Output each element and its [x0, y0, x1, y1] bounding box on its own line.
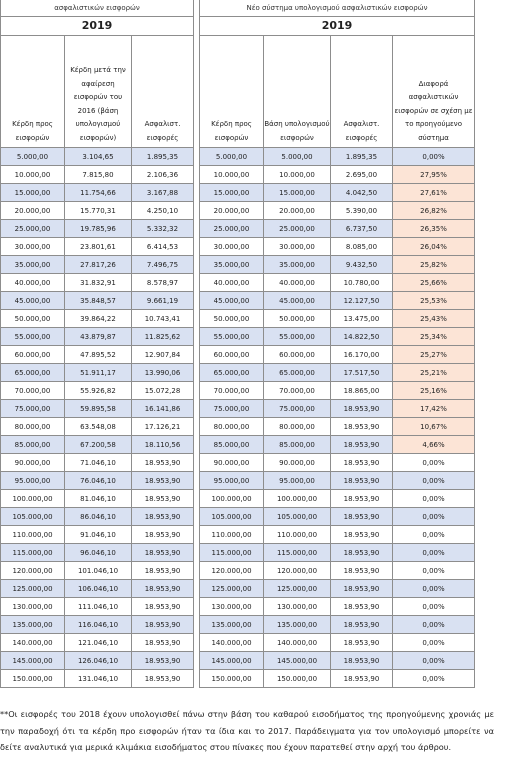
table-cell: 76.046,10	[65, 472, 132, 490]
table-cell: 5.390,00	[331, 202, 393, 220]
difference-cell: 4,66%	[393, 436, 475, 454]
difference-cell: 25,66%	[393, 274, 475, 292]
table-cell: 5.000,00	[200, 148, 264, 166]
table-cell: 63.548,08	[65, 418, 132, 436]
table-cell: 43.879,87	[65, 328, 132, 346]
table-cell: 10.780,00	[331, 274, 393, 292]
table-cell: 50.000,00	[264, 310, 331, 328]
difference-cell: 0,00%	[393, 454, 475, 472]
table-cell: 51.911,17	[65, 364, 132, 382]
table-cell: 140.000,00	[200, 634, 264, 652]
column-header: Βάση υπολογισμού εισφορών	[264, 36, 331, 148]
table-cell: 116.046,10	[65, 616, 132, 634]
table-cell: 140.000,00	[264, 634, 331, 652]
table-cell: 10.000,00	[1, 166, 65, 184]
table-cell: 18.953,90	[132, 472, 194, 490]
table-cell: 8.085,00	[331, 238, 393, 256]
table-cell: 96.046,10	[65, 544, 132, 562]
table-cell: 80.000,00	[200, 418, 264, 436]
difference-cell: 0,00%	[393, 472, 475, 490]
table-cell: 125.000,00	[1, 580, 65, 598]
table-row	[1, 148, 194, 166]
difference-cell: 25,43%	[393, 310, 475, 328]
table-row	[200, 166, 475, 184]
table-cell: 20.000,00	[200, 202, 264, 220]
table-cell: 131.046,10	[65, 670, 132, 688]
table-cell: 18.953,90	[331, 454, 393, 472]
difference-cell: 26,35%	[393, 220, 475, 238]
table-row	[1, 328, 194, 346]
table-cell: 80.000,00	[1, 418, 65, 436]
table-cell: 50.000,00	[200, 310, 264, 328]
table-cell: 115.000,00	[264, 544, 331, 562]
table-cell: 23.801,61	[65, 238, 132, 256]
difference-cell: 0,00%	[393, 616, 475, 634]
table-row	[1, 310, 194, 328]
table-cell: 106.046,10	[65, 580, 132, 598]
table-row	[200, 526, 475, 544]
right-table-year: 2019	[200, 17, 475, 36]
table-cell: 10.000,00	[200, 166, 264, 184]
table-cell: 40.000,00	[200, 274, 264, 292]
table-row	[200, 238, 475, 256]
table-cell: 2.695,00	[331, 166, 393, 184]
footnote: **Οι εισφορές του 2018 έχουν υπολογισθεί πάνω στην βάση του καθαρού εισοδήματος της προηγούμενης χρονιάς με την παραδοχή ότι τα κέρδη προ εισφορών ήταν τα ίδια και το 2017. Παράδειγματα για τον υπολογισμό μπορείτε να δείτε αναλυτικά για μερικά κλιμάκια εισοδήματος στου πίνακες που έχουν παρατεθεί στην αρχή του άρθρου.	[0, 709, 494, 752]
table-cell: 18.953,90	[331, 598, 393, 616]
table-cell: 18.953,90	[331, 490, 393, 508]
table-row	[200, 328, 475, 346]
table-cell: 3.104,65	[65, 148, 132, 166]
table-row	[1, 436, 194, 454]
table-cell: 18.953,90	[132, 652, 194, 670]
table-row	[200, 436, 475, 454]
new-system-table	[199, 0, 475, 688]
table-cell: 15.000,00	[264, 184, 331, 202]
difference-cell: 0,00%	[393, 634, 475, 652]
table-cell: 105.000,00	[1, 508, 65, 526]
table-cell: 1.895,35	[132, 148, 194, 166]
table-cell: 19.785,96	[65, 220, 132, 238]
table-cell: 18.953,90	[331, 670, 393, 688]
table-cell: 27.817,26	[65, 256, 132, 274]
table-cell: 120.000,00	[264, 562, 331, 580]
table-cell: 16.141,86	[132, 400, 194, 418]
table-cell: 39.864,22	[65, 310, 132, 328]
table-cell: 80.000,00	[264, 418, 331, 436]
table-cell: 135.000,00	[264, 616, 331, 634]
left-table-year: 2019	[1, 17, 194, 36]
table-cell: 65.000,00	[200, 364, 264, 382]
table-row	[200, 220, 475, 238]
table-cell: 59.895,58	[65, 400, 132, 418]
table-cell: 85.000,00	[200, 436, 264, 454]
table-cell: 81.046,10	[65, 490, 132, 508]
table-cell: 18.865,00	[331, 382, 393, 400]
table-cell: 31.832,91	[65, 274, 132, 292]
table-row	[1, 418, 194, 436]
table-cell: 7.496,75	[132, 256, 194, 274]
table-cell: 18.953,90	[132, 454, 194, 472]
difference-cell: 0,00%	[393, 652, 475, 670]
table-row	[1, 616, 194, 634]
table-row	[200, 670, 475, 688]
table-cell: 17.126,21	[132, 418, 194, 436]
table-cell: 150.000,00	[200, 670, 264, 688]
table-cell: 30.000,00	[200, 238, 264, 256]
table-row	[200, 580, 475, 598]
table-cell: 18.953,90	[331, 508, 393, 526]
table-cell: 6.737,50	[331, 220, 393, 238]
table-cell: 18.953,90	[331, 634, 393, 652]
table-row	[1, 472, 194, 490]
table-cell: 75.000,00	[264, 400, 331, 418]
table-cell: 130.000,00	[264, 598, 331, 616]
table-cell: 20.000,00	[1, 202, 65, 220]
table-cell: 18.953,90	[331, 436, 393, 454]
table-cell: 111.046,10	[65, 598, 132, 616]
table-row	[1, 598, 194, 616]
table-cell: 9.661,19	[132, 292, 194, 310]
table-row	[200, 292, 475, 310]
table-cell: 10.000,00	[264, 166, 331, 184]
table-row	[1, 346, 194, 364]
table-cell: 6.414,53	[132, 238, 194, 256]
table-row	[200, 454, 475, 472]
table-cell: 100.000,00	[1, 490, 65, 508]
table-row	[200, 634, 475, 652]
table-cell: 3.167,88	[132, 184, 194, 202]
table-cell: 18.953,90	[132, 580, 194, 598]
table-row	[1, 184, 194, 202]
difference-cell: 25,82%	[393, 256, 475, 274]
table-row	[200, 562, 475, 580]
table-cell: 70.000,00	[200, 382, 264, 400]
table-cell: 60.000,00	[200, 346, 264, 364]
table-row	[200, 616, 475, 634]
table-cell: 135.000,00	[200, 616, 264, 634]
table-row	[1, 562, 194, 580]
difference-cell: 25,27%	[393, 346, 475, 364]
table-cell: 95.000,00	[264, 472, 331, 490]
table-row	[1, 580, 194, 598]
table-cell: 18.953,90	[132, 670, 194, 688]
table-row	[1, 670, 194, 688]
table-cell: 18.953,90	[132, 490, 194, 508]
table-cell: 60.000,00	[1, 346, 65, 364]
difference-cell: 25,16%	[393, 382, 475, 400]
table-cell: 18.953,90	[331, 616, 393, 634]
table-cell: 71.046,10	[65, 454, 132, 472]
table-row	[1, 454, 194, 472]
table-cell: 25.000,00	[264, 220, 331, 238]
column-header: Κέρδη προς εισφορών	[1, 36, 65, 148]
table-cell: 126.046,10	[65, 652, 132, 670]
table-cell: 130.000,00	[1, 598, 65, 616]
table-cell: 115.000,00	[200, 544, 264, 562]
table-row	[200, 382, 475, 400]
table-row	[200, 400, 475, 418]
table-cell: 18.953,90	[331, 580, 393, 598]
table-cell: 13.475,00	[331, 310, 393, 328]
table-cell: 35.000,00	[200, 256, 264, 274]
table-cell: 105.000,00	[264, 508, 331, 526]
table-cell: 25.000,00	[200, 220, 264, 238]
table-cell: 145.000,00	[1, 652, 65, 670]
table-cell: 110.000,00	[1, 526, 65, 544]
table-cell: 30.000,00	[264, 238, 331, 256]
column-header: Ασφαλιστ. εισφορές	[331, 36, 393, 148]
table-cell: 40.000,00	[264, 274, 331, 292]
difference-cell: 25,34%	[393, 328, 475, 346]
table-row	[200, 472, 475, 490]
table-cell: 91.046,10	[65, 526, 132, 544]
table-cell: 135.000,00	[1, 616, 65, 634]
table-cell: 110.000,00	[264, 526, 331, 544]
table-cell: 125.000,00	[264, 580, 331, 598]
table-cell: 18.953,90	[132, 634, 194, 652]
table-cell: 75.000,00	[200, 400, 264, 418]
table-cell: 85.000,00	[1, 436, 65, 454]
table-row	[1, 292, 194, 310]
table-cell: 1.895,35	[331, 148, 393, 166]
table-cell: 9.432,50	[331, 256, 393, 274]
table-cell: 55.000,00	[200, 328, 264, 346]
table-row	[1, 508, 194, 526]
table-cell: 121.046,10	[65, 634, 132, 652]
table-cell: 5.000,00	[1, 148, 65, 166]
table-row	[200, 364, 475, 382]
table-cell: 86.046,10	[65, 508, 132, 526]
table-cell: 110.000,00	[200, 526, 264, 544]
table-cell: 14.822,50	[331, 328, 393, 346]
table-cell: 140.000,00	[1, 634, 65, 652]
table-row	[1, 400, 194, 418]
table-cell: 100.000,00	[264, 490, 331, 508]
table-row	[1, 256, 194, 274]
table-row	[1, 238, 194, 256]
table-cell: 15.000,00	[200, 184, 264, 202]
table-cell: 18.953,90	[331, 526, 393, 544]
table-row	[1, 364, 194, 382]
column-header: Ασφαλιστ. εισφορές	[132, 36, 194, 148]
table-cell: 18.953,90	[132, 616, 194, 634]
difference-cell: 10,67%	[393, 418, 475, 436]
table-row	[200, 184, 475, 202]
table-cell: 67.200,58	[65, 436, 132, 454]
table-cell: 18.953,90	[132, 598, 194, 616]
table-cell: 18.953,90	[132, 508, 194, 526]
table-row	[1, 274, 194, 292]
table-cell: 20.000,00	[264, 202, 331, 220]
table-cell: 5.000,00	[264, 148, 331, 166]
difference-cell: 0,00%	[393, 598, 475, 616]
table-cell: 70.000,00	[1, 382, 65, 400]
table-cell: 10.743,41	[132, 310, 194, 328]
table-cell: 120.000,00	[200, 562, 264, 580]
table-cell: 18.953,90	[331, 562, 393, 580]
table-cell: 4.042,50	[331, 184, 393, 202]
table-cell: 18.953,90	[331, 418, 393, 436]
table-cell: 85.000,00	[264, 436, 331, 454]
table-cell: 18.953,90	[132, 544, 194, 562]
difference-cell: 25,53%	[393, 292, 475, 310]
table-row	[200, 508, 475, 526]
table-cell: 145.000,00	[200, 652, 264, 670]
table-cell: 95.000,00	[1, 472, 65, 490]
table-cell: 35.848,57	[65, 292, 132, 310]
difference-cell: 27,61%	[393, 184, 475, 202]
table-cell: 30.000,00	[1, 238, 65, 256]
difference-cell: 0,00%	[393, 526, 475, 544]
table-cell: 55.926,82	[65, 382, 132, 400]
table-cell: 100.000,00	[200, 490, 264, 508]
table-cell: 45.000,00	[1, 292, 65, 310]
difference-cell: 0,00%	[393, 580, 475, 598]
table-cell: 15.072,28	[132, 382, 194, 400]
table-cell: 60.000,00	[264, 346, 331, 364]
table-row	[200, 490, 475, 508]
table-cell: 8.578,97	[132, 274, 194, 292]
table-cell: 18.953,90	[331, 472, 393, 490]
table-row	[1, 202, 194, 220]
difference-cell: 0,00%	[393, 490, 475, 508]
table-cell: 75.000,00	[1, 400, 65, 418]
table-cell: 125.000,00	[200, 580, 264, 598]
table-row	[200, 418, 475, 436]
table-row	[1, 544, 194, 562]
table-cell: 15.770,31	[65, 202, 132, 220]
table-row	[200, 652, 475, 670]
table-row	[200, 544, 475, 562]
table-row	[1, 490, 194, 508]
difference-cell: 26,82%	[393, 202, 475, 220]
table-cell: 7.815,80	[65, 166, 132, 184]
table-cell: 2.106,36	[132, 166, 194, 184]
table-cell: 45.000,00	[264, 292, 331, 310]
table-cell: 95.000,00	[200, 472, 264, 490]
table-cell: 11.754,66	[65, 184, 132, 202]
old-system-table	[0, 0, 194, 688]
table-cell: 18.953,90	[132, 562, 194, 580]
table-row	[200, 256, 475, 274]
table-cell: 4.250,10	[132, 202, 194, 220]
table-cell: 15.000,00	[1, 184, 65, 202]
table-row	[200, 202, 475, 220]
table-cell: 50.000,00	[1, 310, 65, 328]
table-cell: 65.000,00	[264, 364, 331, 382]
table-cell: 35.000,00	[1, 256, 65, 274]
table-cell: 5.332,32	[132, 220, 194, 238]
difference-cell: 27,95%	[393, 166, 475, 184]
table-row	[1, 382, 194, 400]
table-cell: 150.000,00	[264, 670, 331, 688]
table-cell: 145.000,00	[264, 652, 331, 670]
table-cell: 40.000,00	[1, 274, 65, 292]
table-cell: 18.953,90	[331, 400, 393, 418]
table-cell: 65.000,00	[1, 364, 65, 382]
table-row	[1, 652, 194, 670]
table-cell: 105.000,00	[200, 508, 264, 526]
table-cell: 130.000,00	[200, 598, 264, 616]
table-cell: 18.110,56	[132, 436, 194, 454]
difference-cell: 0,00%	[393, 508, 475, 526]
table-cell: 55.000,00	[264, 328, 331, 346]
table-cell: 90.000,00	[200, 454, 264, 472]
table-cell: 150.000,00	[1, 670, 65, 688]
table-cell: 47.895,52	[65, 346, 132, 364]
table-row	[1, 220, 194, 238]
table-cell: 55.000,00	[1, 328, 65, 346]
table-cell: 18.953,90	[132, 526, 194, 544]
table-cell: 90.000,00	[264, 454, 331, 472]
table-cell: 35.000,00	[264, 256, 331, 274]
table-row	[1, 166, 194, 184]
column-header: Κέρδη προς εισφορών	[200, 36, 264, 148]
table-row	[200, 274, 475, 292]
table-cell: 90.000,00	[1, 454, 65, 472]
table-cell: 12.907,84	[132, 346, 194, 364]
left-table-caption: ασφαλιστικών εισφορών	[1, 0, 194, 17]
column-header: Κέρδη μετά την αφαίρεση εισφορών του 2016 (βάση υπολογισμού εισφορών)	[65, 36, 132, 148]
difference-cell: 25,21%	[393, 364, 475, 382]
table-cell: 12.127,50	[331, 292, 393, 310]
table-cell: 13.990,06	[132, 364, 194, 382]
difference-cell: 17,42%	[393, 400, 475, 418]
table-row	[200, 148, 475, 166]
difference-cell: 0,00%	[393, 148, 475, 166]
table-cell: 18.953,90	[331, 652, 393, 670]
difference-cell: 0,00%	[393, 562, 475, 580]
right-table-caption: Νέο σύστημα υπολογισμού ασφαλιστικών εισφορών	[200, 0, 475, 17]
table-cell: 120.000,00	[1, 562, 65, 580]
table-cell: 11.825,62	[132, 328, 194, 346]
column-header: Διαφορά ασφαλιστικών εισφορών σε σχέση με το προηγούμενο σύστημα	[393, 36, 475, 148]
table-cell: 16.170,00	[331, 346, 393, 364]
table-cell: 101.046,10	[65, 562, 132, 580]
table-row	[200, 310, 475, 328]
table-row	[1, 634, 194, 652]
table-cell: 25.000,00	[1, 220, 65, 238]
difference-cell: 0,00%	[393, 544, 475, 562]
table-row	[1, 526, 194, 544]
table-row	[200, 598, 475, 616]
table-row	[200, 346, 475, 364]
table-cell: 45.000,00	[200, 292, 264, 310]
table-cell: 70.000,00	[264, 382, 331, 400]
table-cell: 17.517,50	[331, 364, 393, 382]
difference-cell: 26,04%	[393, 238, 475, 256]
table-cell: 18.953,90	[331, 544, 393, 562]
table-cell: 115.000,00	[1, 544, 65, 562]
difference-cell: 0,00%	[393, 670, 475, 688]
